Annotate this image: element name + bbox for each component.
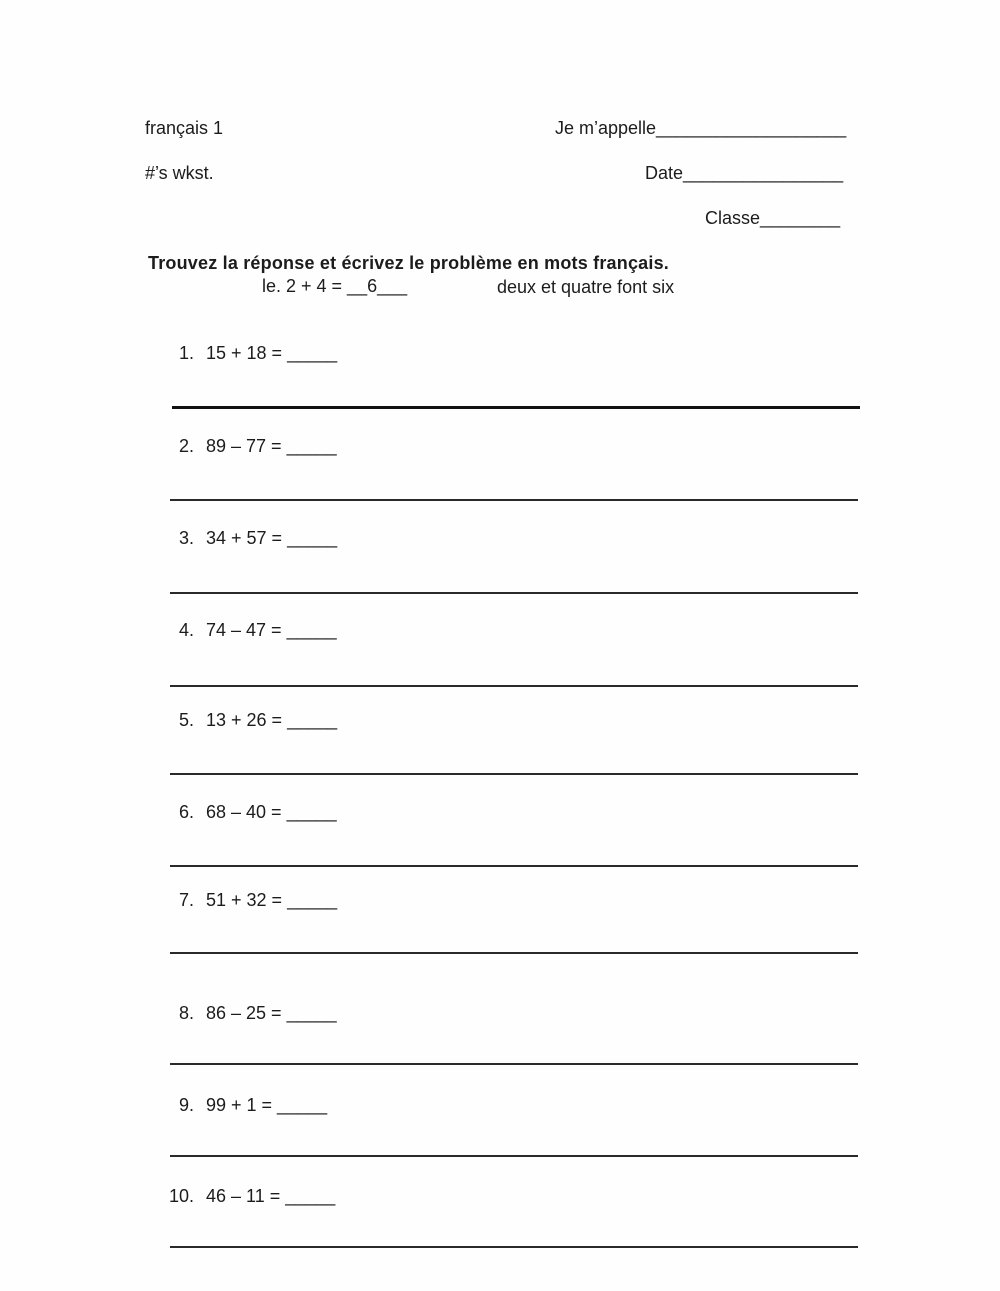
problem-row-1 bbox=[158, 343, 878, 364]
answer-line-9 bbox=[170, 1155, 858, 1157]
problem-number: 8. bbox=[178, 1003, 194, 1023]
example-answer: deux et quatre font six bbox=[497, 277, 675, 297]
answer-line-5 bbox=[170, 773, 858, 775]
problem-number: 4. bbox=[178, 620, 194, 640]
problem-expression: 13 + 26 = _____ bbox=[206, 710, 338, 730]
problem-number: 9. bbox=[178, 1095, 194, 1115]
answer-line-10 bbox=[170, 1246, 858, 1248]
problem-number: 5. bbox=[178, 710, 194, 730]
problem-row-8 bbox=[158, 1003, 878, 1024]
problem-number: 3. bbox=[178, 528, 194, 548]
problem-row-6 bbox=[158, 802, 878, 823]
problem-number: 2. bbox=[178, 436, 194, 456]
problem-expression: 46 – 11 = _____ bbox=[206, 1186, 336, 1206]
date-field: Date________________ bbox=[645, 163, 844, 183]
answer-line-1 bbox=[172, 406, 860, 409]
problem-row-7 bbox=[158, 890, 878, 911]
problem-number: 1. bbox=[178, 343, 194, 363]
problem-row-10 bbox=[158, 1186, 878, 1207]
answer-line-6 bbox=[170, 865, 858, 867]
problem-number: 10. bbox=[168, 1186, 194, 1206]
problem-number: 7. bbox=[178, 890, 194, 910]
classe-field: Classe________ bbox=[705, 208, 841, 228]
problem-row-4 bbox=[158, 620, 878, 641]
course-label: français 1 bbox=[145, 118, 224, 138]
problem-expression: 99 + 1 = _____ bbox=[206, 1095, 328, 1115]
problem-row-2 bbox=[158, 436, 878, 457]
answer-line-3 bbox=[170, 592, 858, 594]
problem-expression: 15 + 18 = _____ bbox=[206, 343, 338, 363]
problem-row-5 bbox=[158, 710, 878, 731]
answer-line-7 bbox=[170, 952, 858, 954]
example-problem: le. 2 + 4 = __6___ bbox=[262, 276, 408, 296]
problem-expression: 51 + 32 = _____ bbox=[206, 890, 338, 910]
problem-expression: 89 – 77 = _____ bbox=[206, 436, 337, 456]
problem-row-9 bbox=[158, 1095, 878, 1116]
worksheet-label: #’s wkst. bbox=[145, 163, 214, 183]
problem-expression: 74 – 47 = _____ bbox=[206, 620, 337, 640]
problem-expression: 34 + 57 = _____ bbox=[206, 528, 338, 548]
problem-expression: 86 – 25 = _____ bbox=[206, 1003, 337, 1023]
problem-expression: 68 – 40 = _____ bbox=[206, 802, 337, 822]
answer-line-2 bbox=[170, 499, 858, 501]
answer-line-8 bbox=[170, 1063, 858, 1065]
problem-row-3 bbox=[158, 528, 878, 549]
instruction-text: Trouvez la réponse et écrivez le problème en mots français. bbox=[148, 253, 669, 273]
problem-number: 6. bbox=[178, 802, 194, 822]
answer-line-4 bbox=[170, 685, 858, 687]
name-field: Je m’appelle___________________ bbox=[555, 118, 847, 138]
